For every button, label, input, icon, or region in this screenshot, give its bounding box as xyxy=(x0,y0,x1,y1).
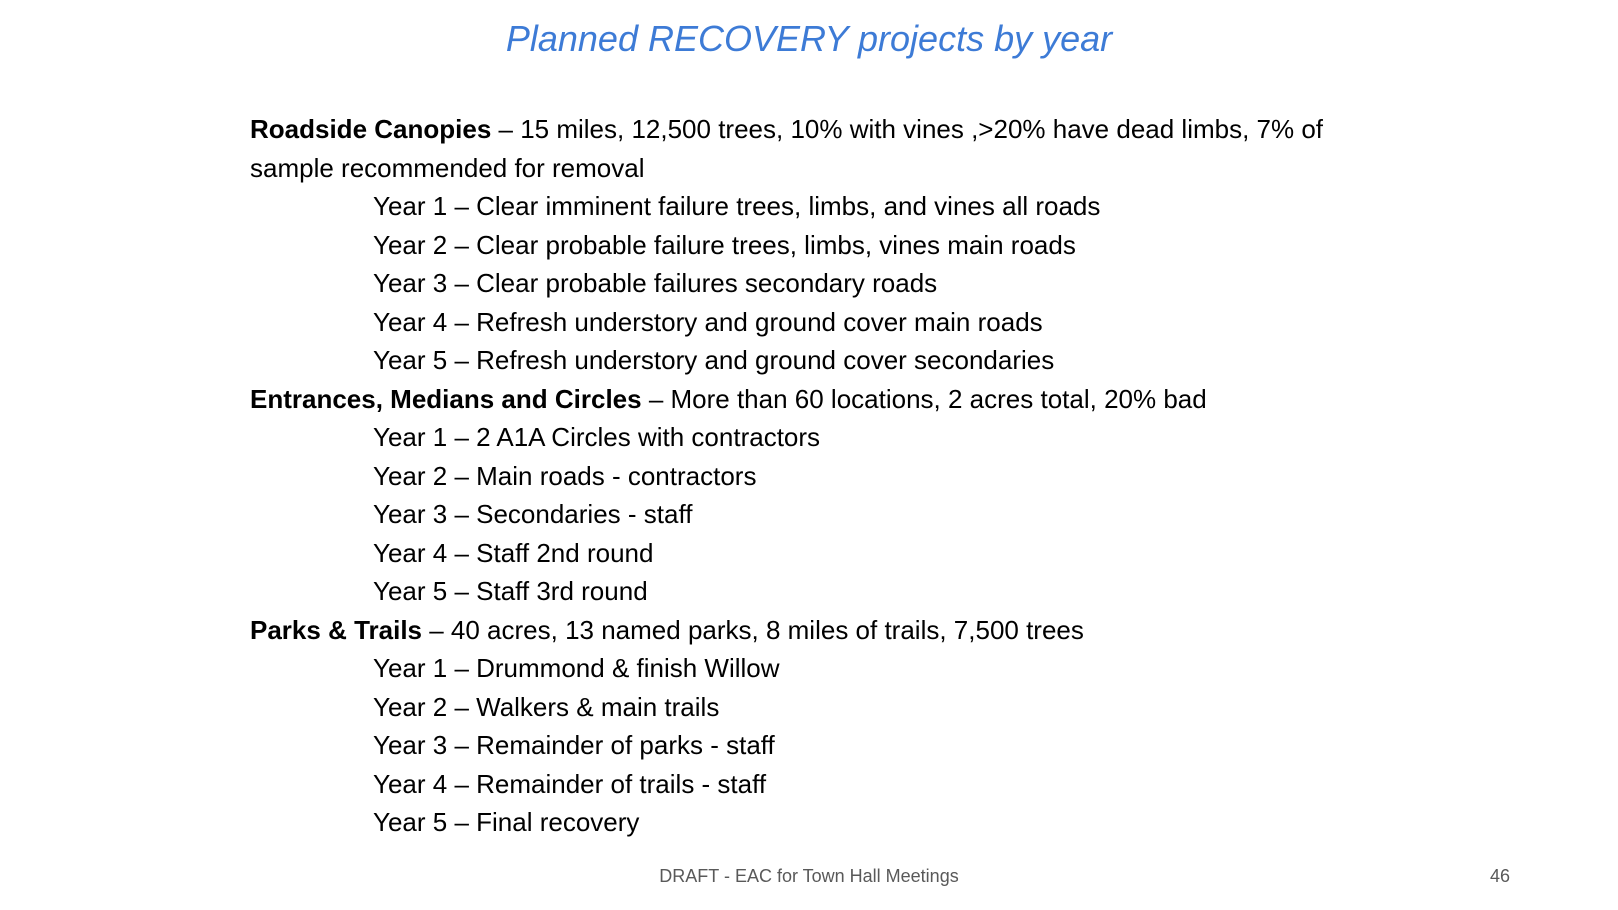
year-item: Year 2 – Clear probable failure trees, limbs, vines main roads xyxy=(373,229,1076,260)
year-item: Year 3 – Remainder of parks - staff xyxy=(373,730,775,760)
year-item: Year 5 – Final recovery xyxy=(373,807,640,837)
year-item: Year 3 – Secondaries - staff xyxy=(373,499,693,529)
year-item: Year 2 – Main roads - contractors xyxy=(373,460,757,491)
year-list xyxy=(250,187,1390,380)
section-name: Entrances, Medians and Circles xyxy=(250,383,642,414)
slide-footer: DRAFT - EAC for Town Hall Meetings xyxy=(659,866,959,886)
slide-body xyxy=(250,110,1390,842)
section-name: Parks & Trails xyxy=(250,614,422,645)
section-heading xyxy=(250,611,1390,650)
year-list xyxy=(250,649,1390,842)
slide-title: Planned RECOVERY projects by year xyxy=(505,18,1113,59)
year-item: Year 5 – Staff 3rd round xyxy=(373,576,648,606)
year-item: Year 4 – Remainder of trails - staff xyxy=(373,768,767,799)
year-item: Year 1 – 2 A1A Circles with contractors xyxy=(373,422,821,452)
section-heading xyxy=(250,380,1390,419)
section-summary: – More than 60 locations, 2 acres total, 20% bad xyxy=(641,383,1207,414)
section-parks-trails xyxy=(250,611,1390,842)
section-summary: – 40 acres, 13 named parks, 8 miles of trails, 7,500 trees xyxy=(422,614,1084,645)
section-roadside-canopies xyxy=(250,110,1390,380)
year-item: Year 4 – Refresh understory and ground cover main roads xyxy=(373,306,1043,337)
year-item: Year 4 – Staff 2nd round xyxy=(373,537,654,568)
year-item: Year 1 – Drummond & finish Willow xyxy=(373,653,780,683)
section-entrances-medians-circles xyxy=(250,380,1390,611)
page-number: 46 xyxy=(1489,866,1510,886)
year-list xyxy=(250,418,1390,611)
section-heading xyxy=(250,110,1390,187)
year-item: Year 5 – Refresh understory and ground cover secondaries xyxy=(373,345,1055,375)
year-item: Year 2 – Walkers & main trails xyxy=(373,691,720,722)
section-name: Roadside Canopies xyxy=(250,114,492,144)
year-item: Year 3 – Clear probable failures secondary roads xyxy=(373,268,938,298)
section-summary: – 15 miles, 12,500 trees, 10% with vines ,>20% have dead limbs, 7% of sample recommended for removal xyxy=(250,114,1324,183)
year-item: Year 1 – Clear imminent failure trees, limbs, and vines all roads xyxy=(373,191,1101,221)
